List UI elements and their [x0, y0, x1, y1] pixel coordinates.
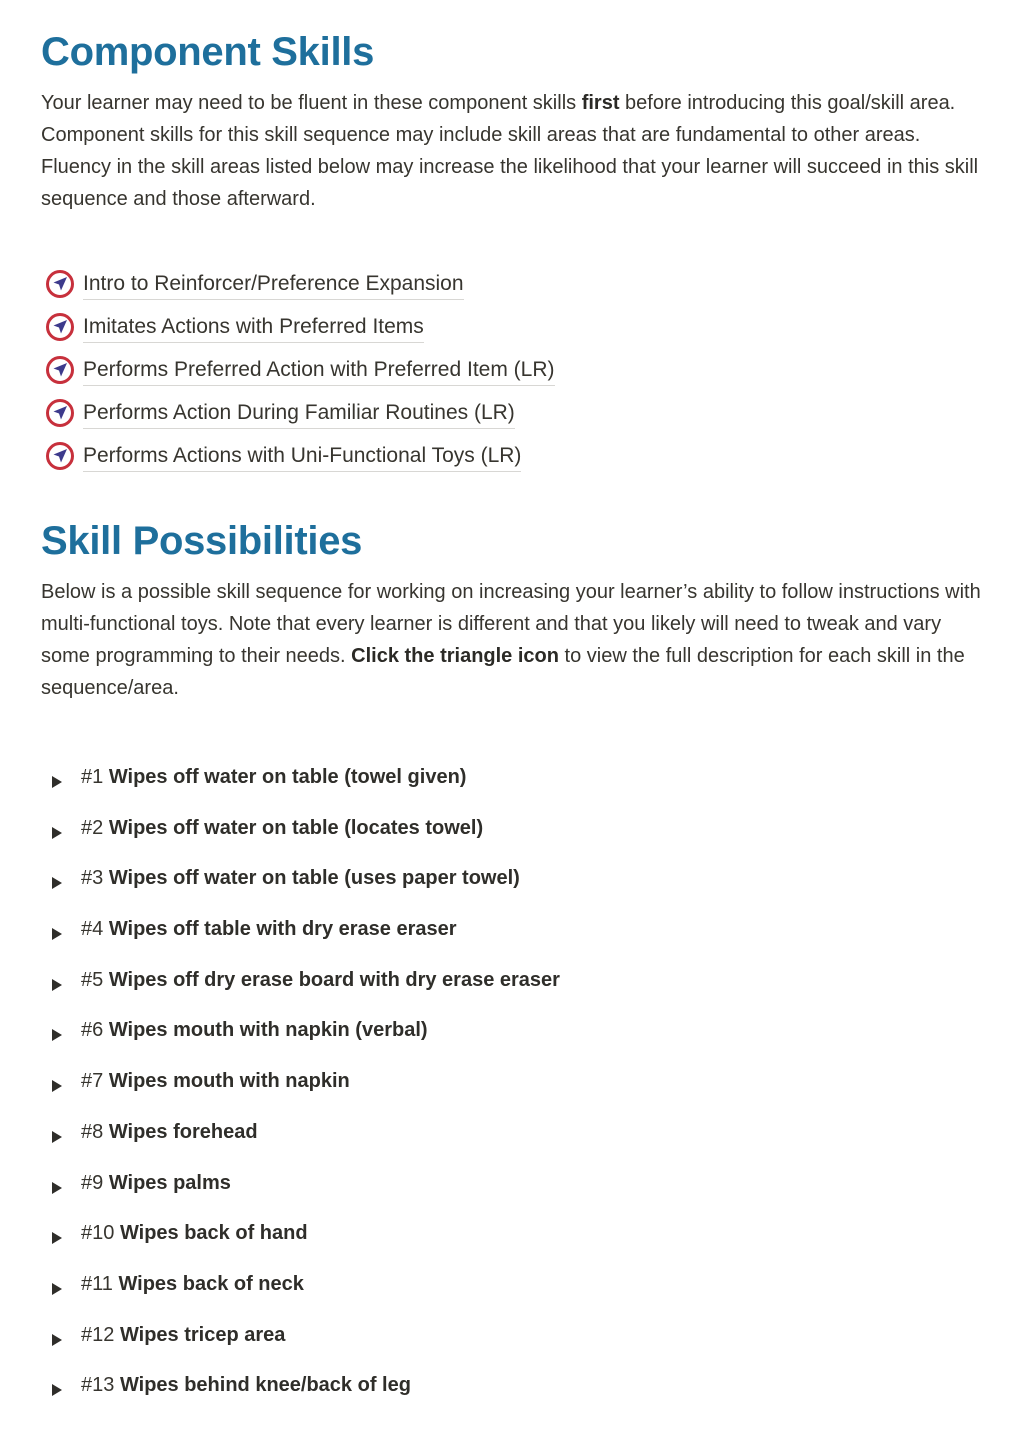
skill-number: #10 [81, 1222, 115, 1245]
skill-toggle-label[interactable] [81, 1115, 258, 1149]
compass-arrow-icon [45, 312, 75, 342]
component-skills-list [45, 266, 555, 481]
component-skill-link-label[interactable]: Performs Preferred Action with Preferred Item (LR) [83, 352, 555, 386]
component-desc-bold: first [581, 92, 620, 114]
skill-title: Wipes back of hand [119, 1222, 308, 1245]
skill-toggle-label[interactable] [81, 912, 457, 946]
skill-toggle-label[interactable] [81, 963, 560, 997]
triangle-toggle-icon[interactable] [49, 926, 65, 942]
skill-toggle-item[interactable] [49, 861, 560, 912]
triangle-toggle-icon[interactable] [49, 1332, 65, 1348]
skill-toggle-item[interactable] [49, 1115, 560, 1166]
skill-toggle-label[interactable] [81, 811, 483, 845]
skill-toggle-label[interactable] [81, 1216, 308, 1250]
skill-toggle-label[interactable] [81, 760, 466, 794]
compass-arrow-icon [45, 355, 75, 385]
skill-number: #5 [81, 968, 104, 991]
triangle-toggle-icon[interactable] [49, 977, 65, 993]
skill-title: Wipes mouth with napkin [108, 1070, 350, 1093]
triangle-toggle-icon[interactable] [49, 774, 65, 790]
skill-toggle-item[interactable] [49, 811, 560, 862]
skill-title: Wipes off water on table (uses paper towel) [108, 867, 520, 890]
skill-number: #2 [81, 816, 104, 839]
skill-title: Wipes off water on table (locates towel) [108, 816, 484, 839]
skill-toggle-label[interactable] [81, 1368, 411, 1402]
skills-desc-bold: Click the triangle icon [351, 645, 559, 667]
component-skill-link[interactable] [45, 352, 555, 395]
component-skill-link[interactable] [45, 309, 555, 352]
skill-toggle-item[interactable] [49, 1064, 560, 1115]
compass-arrow-icon [45, 398, 75, 428]
skill-title: Wipes back of neck [118, 1272, 304, 1295]
skill-number: #6 [81, 1019, 104, 1042]
skill-toggle-label[interactable] [81, 1166, 231, 1200]
skill-title: Wipes behind knee/back of leg [119, 1374, 411, 1397]
component-skill-link[interactable] [45, 438, 555, 481]
skill-title: Wipes mouth with napkin (verbal) [108, 1019, 428, 1042]
component-skill-link-label[interactable]: Performs Actions with Uni-Functional Toys (LR) [83, 438, 521, 472]
component-desc-start: Your learner may need to be fluent in these component skills [41, 92, 582, 114]
skill-number: #13 [81, 1374, 115, 1397]
skill-toggle-item[interactable] [49, 760, 560, 811]
skill-number: #3 [81, 867, 104, 890]
skill-toggle-label[interactable] [81, 1318, 285, 1352]
skill-number: #1 [81, 766, 104, 788]
component-skills-heading: Component Skills [41, 30, 375, 74]
component-skill-link-label[interactable]: Imitates Actions with Preferred Items [83, 309, 424, 343]
skill-toggle-item[interactable] [49, 1318, 560, 1369]
triangle-toggle-icon[interactable] [49, 1027, 65, 1043]
skill-toggle-label[interactable] [81, 1267, 304, 1301]
skill-number: #4 [81, 918, 104, 941]
triangle-toggle-icon[interactable] [49, 1129, 65, 1145]
skill-toggle-item[interactable] [49, 1013, 560, 1064]
skill-number: #9 [81, 1171, 104, 1194]
triangle-toggle-icon[interactable] [49, 875, 65, 891]
component-skill-link[interactable] [45, 395, 555, 438]
skill-possibilities-heading: Skill Possibilities [41, 519, 363, 563]
component-skill-link[interactable] [45, 266, 555, 309]
skill-toggle-item[interactable] [49, 912, 560, 963]
component-skills-description [41, 87, 991, 215]
skill-title: Wipes forehead [108, 1120, 258, 1143]
skill-toggle-item[interactable] [49, 1216, 560, 1267]
triangle-toggle-icon[interactable] [49, 1382, 65, 1398]
skill-toggle-label[interactable] [81, 861, 520, 895]
skill-title: Wipes tricep area [119, 1323, 286, 1346]
triangle-toggle-icon[interactable] [49, 1078, 65, 1094]
skill-number: #11 [81, 1272, 113, 1295]
skill-title: Wipes off water on table (towel given) [108, 766, 467, 788]
skill-toggle-item[interactable] [49, 1368, 560, 1419]
triangle-toggle-icon[interactable] [49, 1281, 65, 1297]
skill-number: #7 [81, 1070, 104, 1093]
skill-toggle-label[interactable] [81, 1013, 428, 1047]
skill-title: Wipes off table with dry erase eraser [108, 918, 457, 941]
skill-sequence-list [49, 760, 560, 1419]
component-skill-link-label[interactable]: Performs Action During Familiar Routines (LR) [83, 395, 515, 429]
skill-number: #12 [81, 1323, 115, 1346]
skill-title: Wipes palms [108, 1171, 231, 1194]
skills-desc-end: to view the full description for each skill in the sequence/area. [41, 645, 965, 699]
skill-title: Wipes off dry erase board with dry erase eraser [108, 968, 560, 991]
skill-toggle-item[interactable] [49, 963, 560, 1014]
component-skill-link-label[interactable]: Intro to Reinforcer/Preference Expansion [83, 266, 464, 300]
triangle-toggle-icon[interactable] [49, 1230, 65, 1246]
skill-toggle-item[interactable] [49, 1267, 560, 1318]
skills-desc-start: Below is a possible skill sequence for working on increasing your learner’s ability to follow instructions with multi-functional toys. Note that every learner is different and that you likely will need to tweak and vary some programming to their needs. [41, 581, 981, 667]
compass-arrow-icon [45, 441, 75, 471]
skill-toggle-label[interactable] [81, 1064, 350, 1098]
triangle-toggle-icon[interactable] [49, 825, 65, 841]
triangle-toggle-icon[interactable] [49, 1180, 65, 1196]
component-desc-end: before introducing this goal/skill area. Component skills for this skill sequence may include skill areas that are fundamental to other areas. Fluency in the skill areas listed below may increase the likelihood that your learner will succeed in this skill sequence and those afterward. [41, 92, 979, 210]
skill-toggle-item[interactable] [49, 1166, 560, 1217]
skill-possibilities-description [41, 576, 991, 704]
skill-number: #8 [81, 1120, 104, 1143]
compass-arrow-icon [45, 269, 75, 299]
